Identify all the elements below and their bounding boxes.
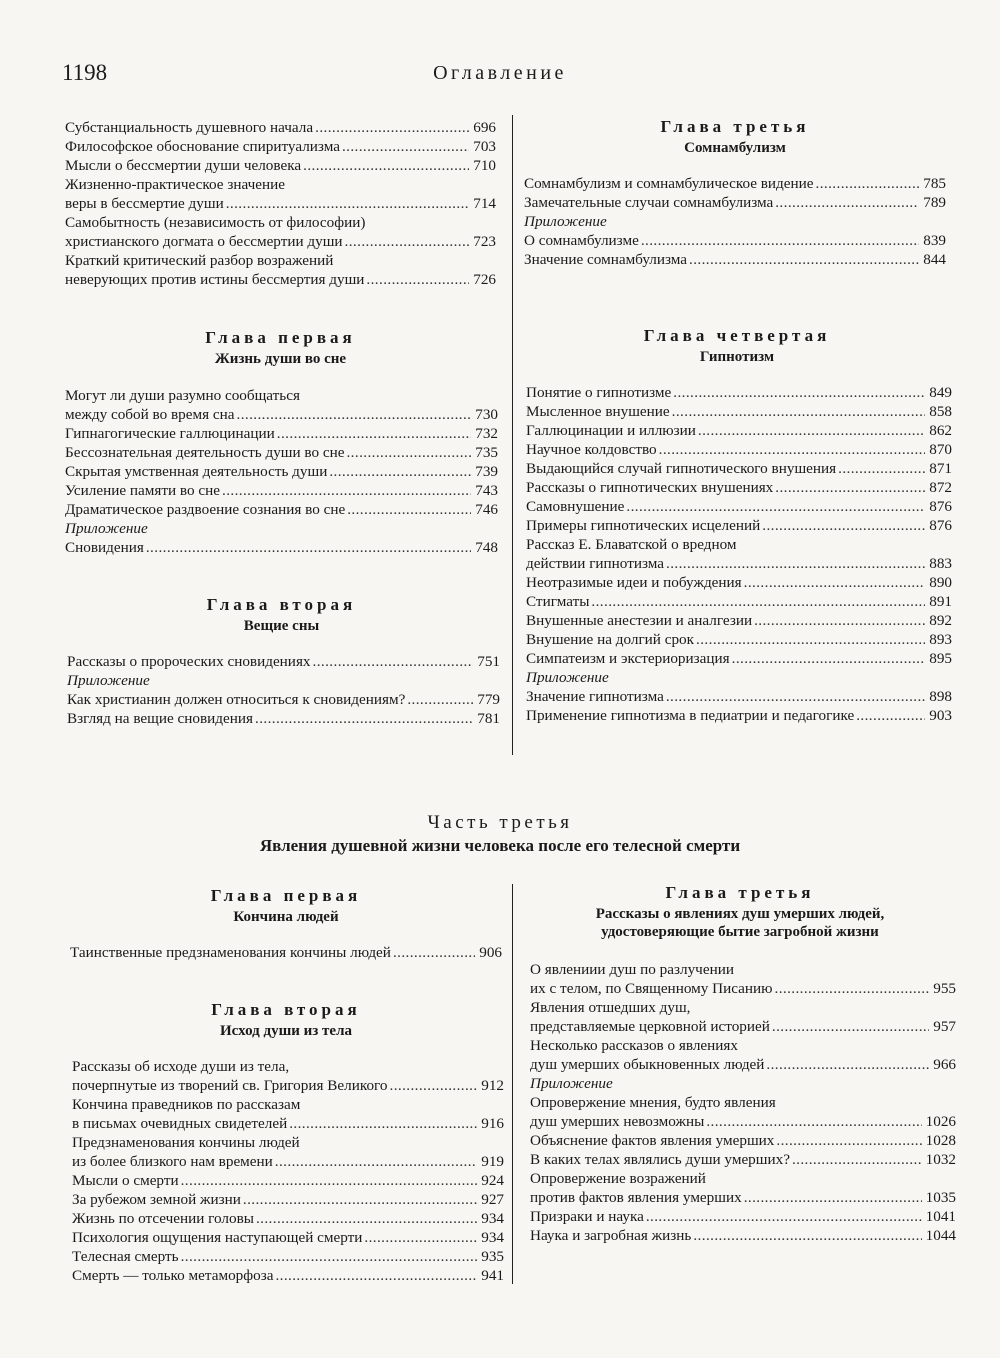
leader-dots [689, 250, 919, 269]
toc-entry-first-line: Рассказы об исходе души из тела, [72, 1058, 290, 1075]
chapter-entries [524, 174, 946, 269]
toc-entry-page: 862 [929, 422, 952, 439]
chapter-title: Гипнотизм [699, 349, 775, 365]
leader-dots [222, 481, 471, 500]
toc-entry-page: 858 [929, 403, 952, 420]
toc-entry[interactable] [524, 174, 946, 193]
toc-entry[interactable] [72, 1152, 504, 1171]
leader-dots [775, 979, 930, 998]
toc-entry[interactable] [72, 1171, 504, 1190]
toc-entry-title: их с телом, по Священному Писанию [530, 980, 773, 997]
leader-dots [226, 194, 470, 213]
toc-entry-page: 906 [479, 944, 502, 961]
toc-entry-title: христианского догмата о бессмертии души [65, 233, 343, 250]
leader-dots [666, 554, 925, 573]
toc-entry-page: 895 [929, 650, 952, 667]
toc-entry[interactable] [67, 652, 500, 671]
leader-dots [407, 690, 473, 709]
toc-entry[interactable] [72, 1247, 504, 1266]
toc-entry[interactable] [72, 1114, 504, 1133]
toc-entry-page: 870 [929, 441, 952, 458]
toc-entry-page: 743 [475, 482, 498, 499]
part-number: Часть третья [427, 812, 573, 833]
toc-entry-title: почерпнутые из творений св. Григория Великого [72, 1077, 388, 1094]
toc-entry[interactable] [526, 706, 952, 725]
toc-entry[interactable] [65, 500, 498, 519]
toc-entry-title: Таинственные предзнаменования кончины людей [70, 944, 391, 961]
appendix-label: Приложение [67, 672, 150, 689]
toc-entry-title: Смерть — только метаморфоза [72, 1267, 274, 1284]
toc-entry-page: 751 [477, 653, 500, 670]
toc-entry-title: Драматическое раздвоение сознания во сне [65, 501, 346, 518]
toc-entry-title: действии гипнотизма [526, 555, 664, 572]
toc-entry-title: Призраки и наука [530, 1208, 644, 1225]
toc-entry-first-line: О явлениии душ по разлучении [530, 961, 734, 978]
toc-entry-first-line: Явления отшедших душ, [530, 999, 691, 1016]
toc-entry-first-line: Несколько рассказов о явлениях [530, 1037, 739, 1054]
toc-entry[interactable] [65, 232, 496, 251]
leader-dots [243, 1190, 477, 1209]
leader-dots [698, 421, 925, 440]
toc-entry-page: 876 [929, 517, 952, 534]
leader-dots [277, 424, 471, 443]
toc-entry-page: 957 [933, 1018, 956, 1035]
toc-entry-page: 1044 [925, 1227, 956, 1244]
appendix-label: Приложение [524, 213, 607, 230]
leader-dots [772, 1017, 929, 1036]
leader-dots [275, 1266, 477, 1285]
toc-entry-page: 1026 [925, 1113, 956, 1130]
leader-dots [347, 500, 471, 519]
leader-dots [181, 1171, 478, 1190]
toc-entry-page: 966 [933, 1056, 956, 1073]
leader-dots [693, 1226, 921, 1245]
toc-entry[interactable] [526, 440, 952, 459]
chapter-title: Сомнамбулизм [684, 140, 786, 156]
page-number: 1198 [62, 60, 108, 85]
leader-dots [792, 1150, 922, 1169]
toc-entry[interactable] [526, 687, 952, 706]
toc-entry-title: Значение гипнотизма [526, 688, 664, 705]
toc-entry-page: 1032 [925, 1151, 956, 1168]
toc-entry-page: 935 [481, 1248, 504, 1265]
leader-dots [275, 1152, 477, 1171]
leader-dots [342, 137, 469, 156]
toc-entry[interactable] [65, 156, 496, 175]
leader-dots [776, 1131, 921, 1150]
leader-dots [345, 232, 470, 251]
toc-entry-title: Выдающийся случай гипнотического внушения [526, 460, 837, 477]
chapter-heading [528, 883, 952, 941]
toc-entry-page: 898 [929, 688, 952, 705]
toc-entry-first-line: Рассказ Е. Блаватской о вредном [526, 536, 737, 553]
toc-entry-page: 924 [481, 1172, 504, 1189]
leader-dots [313, 652, 474, 671]
column-rule-bottom [512, 884, 513, 1284]
toc-entry-first-line: Могут ли души разумно сообщаться [65, 387, 300, 404]
toc-entry[interactable] [526, 402, 952, 421]
toc-entry-page: 730 [475, 406, 498, 423]
leader-dots [775, 478, 925, 497]
leader-dots [329, 462, 471, 481]
leader-dots [744, 573, 926, 592]
toc-entry-title: Применение гипнотизма в педиатрии и педагогике [526, 707, 855, 724]
toc-entry-title: Субстанциальность душевного начала [65, 119, 314, 136]
toc-entry-title: Философское обоснование спиритуализма [65, 138, 340, 155]
leader-dots [775, 193, 919, 212]
leader-dots [289, 1114, 477, 1133]
toc-entry-first-line: Жизненно-практическое значение [65, 176, 285, 193]
chapter-entries [72, 1057, 504, 1285]
toc-entry-page: 903 [929, 707, 952, 724]
leader-dots [672, 402, 926, 421]
toc-entry-page: 735 [475, 444, 498, 461]
appendix-label: Приложение [65, 520, 148, 537]
toc-entry-title: Внушенные анестезии и аналгезии [526, 612, 753, 629]
toc-entry-page: 732 [475, 425, 498, 442]
toc-entry-first-line: Опровержение мнения, будто явления [530, 1094, 776, 1111]
toc-entry-title: между собой во время сна [65, 406, 235, 423]
leader-dots [366, 270, 469, 289]
toc-entry-title: против фактов явления умерших [530, 1189, 742, 1206]
toc-entry-page: 891 [929, 593, 952, 610]
toc-entry[interactable] [526, 421, 952, 440]
part-heading [0, 812, 1000, 856]
toc-entry[interactable] [524, 193, 946, 212]
chapter-title-line-2: удостоверяющие бытие загробной жизни [601, 924, 879, 940]
chapter-title-line-1: Рассказы о явлениях душ умерших людей, [595, 906, 885, 922]
toc-entry-title: Сомнамбулизм и сомнамбулическое видение [524, 175, 814, 192]
chapter-number: Глава четвертая [643, 326, 831, 345]
toc-entry[interactable] [65, 118, 496, 137]
chapter-heading [524, 117, 946, 157]
toc-entry-title: Жизнь по отсечении головы [72, 1210, 254, 1227]
toc-entry[interactable] [530, 1226, 956, 1245]
toc-entry[interactable] [72, 1209, 504, 1228]
leader-dots [666, 687, 925, 706]
leader-dots [816, 174, 920, 193]
toc-entry-page: 739 [475, 463, 498, 480]
toc-entry-page: 789 [923, 194, 946, 211]
chapter-number: Глава первая [205, 328, 356, 347]
toc-entry[interactable] [524, 250, 946, 269]
leader-dots [393, 943, 475, 962]
toc-entry-title: Самовнушение [526, 498, 625, 515]
toc-entry-title: Наука и загробная жизнь [530, 1227, 692, 1244]
toc-entry-page: 726 [473, 271, 496, 288]
toc-entry[interactable] [65, 194, 496, 213]
toc-entry[interactable] [67, 690, 500, 709]
toc-entry[interactable] [70, 943, 502, 962]
toc-entry[interactable] [530, 1188, 956, 1207]
chapter-number: Глава вторая [211, 1000, 361, 1019]
leader-dots [766, 1055, 929, 1074]
toc-entry-page: 883 [929, 555, 952, 572]
toc-entry-title: Рассказы о гипнотических внушениях [526, 479, 774, 496]
toc-entry-title: Гипнагогические галлюцинации [65, 425, 275, 442]
toc-entry-page: 934 [481, 1210, 504, 1227]
toc-entry-first-line: Предзнаменования кончины людей [72, 1134, 300, 1151]
toc-entry-title: Как христианин должен относиться к сновидениям? [67, 691, 406, 708]
part-title: Явления душевной жизни человека после его телесной смерти [259, 836, 741, 855]
toc-entry[interactable] [65, 137, 496, 156]
toc-entry-page: 955 [933, 980, 956, 997]
toc-entry-page: 941 [481, 1267, 504, 1284]
toc-entry-page: 872 [929, 479, 952, 496]
toc-entry[interactable] [72, 1076, 504, 1095]
toc-entry-title: представляемые церковной историей [530, 1018, 770, 1035]
toc-entry[interactable] [65, 270, 496, 289]
toc-entry-page: 781 [477, 710, 500, 727]
toc-entry-page: 785 [923, 175, 946, 192]
chapter-number: Глава вторая [206, 595, 357, 614]
toc-entry-title: Сновидения [65, 539, 144, 556]
toc-entry-page: 1041 [925, 1208, 956, 1225]
toc-entry-title: Научное колдовство [526, 441, 657, 458]
toc-entry[interactable] [526, 497, 952, 516]
toc-entry[interactable] [65, 424, 498, 443]
leader-dots [364, 1228, 477, 1247]
toc-entry-title: Мысли о смерти [72, 1172, 179, 1189]
toc-entry[interactable] [526, 383, 952, 402]
toc-entry[interactable] [65, 443, 498, 462]
leader-dots [255, 709, 473, 728]
toc-entry[interactable] [72, 1190, 504, 1209]
column-rule-top [512, 115, 513, 755]
toc-entry[interactable] [526, 459, 952, 478]
toc-entry[interactable] [65, 481, 498, 500]
toc-entry-page: 927 [481, 1191, 504, 1208]
toc-entry[interactable] [526, 630, 952, 649]
appendix-label: Приложение [526, 669, 609, 686]
toc-entry[interactable] [65, 538, 498, 557]
leader-dots [626, 497, 925, 516]
chapter-entries [530, 960, 956, 1245]
toc-entry-page: 871 [929, 460, 952, 477]
chapter-number: Глава третья [665, 883, 815, 902]
chapter-title: Исход души из тела [220, 1023, 352, 1039]
toc-entry[interactable] [526, 516, 952, 535]
toc-entry-title: Мысленное внушение [526, 403, 670, 420]
leader-dots [641, 231, 919, 250]
leader-dots [673, 383, 925, 402]
toc-entry[interactable] [530, 1207, 956, 1226]
toc-entry-title: из более близкого нам времени [72, 1153, 273, 1170]
toc-entry[interactable] [530, 1112, 956, 1131]
toc-entry-title: Стигматы [526, 593, 590, 610]
toc-entry-page: 934 [481, 1229, 504, 1246]
toc-entry-page: 890 [929, 574, 952, 591]
toc-entry-page: 723 [473, 233, 496, 250]
leader-dots [838, 459, 925, 478]
toc-entry[interactable] [526, 478, 952, 497]
leader-dots [744, 1188, 922, 1207]
toc-entry[interactable] [530, 1055, 956, 1074]
leader-dots [346, 443, 471, 462]
toc-entry-title: веры в бессмертие души [65, 195, 224, 212]
appendix-label: Приложение [530, 1075, 613, 1092]
toc-entry[interactable] [65, 462, 498, 481]
toc-entry[interactable] [530, 1150, 956, 1169]
toc-entry-page: 849 [929, 384, 952, 401]
toc-entry-page: 893 [929, 631, 952, 648]
toc-entry[interactable] [72, 1266, 504, 1285]
leader-dots [181, 1247, 478, 1266]
toc-entry-page: 696 [473, 119, 496, 136]
leader-dots [659, 440, 926, 459]
chapter-number: Глава третья [660, 117, 810, 136]
toc-entry-page: 839 [923, 232, 946, 249]
toc-entry-page: 876 [929, 498, 952, 515]
toc-entry-first-line: Опровержение возражений [530, 1170, 706, 1187]
toc-entry-title: Неотразимые идеи и побуждения [526, 574, 742, 591]
leader-dots [754, 611, 925, 630]
toc-entry-page: 912 [481, 1077, 504, 1094]
toc-entry-page: 746 [475, 501, 498, 518]
toc-entry-first-line: Краткий критический разбор возражений [65, 252, 334, 269]
leader-dots [706, 1112, 921, 1131]
leader-dots [303, 156, 469, 175]
toc-entry[interactable] [526, 592, 952, 611]
toc-entry-title: О сомнамбулизме [524, 232, 639, 249]
toc-entry-title: В каких телах являлись души умерших? [530, 1151, 790, 1168]
toc-entry-title: Значение сомнамбулизма [524, 251, 687, 268]
toc-entry-title: Взгляд на вещие сновидения [67, 710, 253, 727]
chapter-entries [67, 652, 500, 728]
leader-dots [256, 1209, 477, 1228]
chapter-heading [65, 595, 498, 635]
toc-entry[interactable] [65, 405, 498, 424]
leader-dots [146, 538, 471, 557]
leader-dots [732, 649, 926, 668]
toc-entry-title: Галлюцинации и иллюзии [526, 422, 696, 439]
leader-dots [762, 516, 925, 535]
toc-entry[interactable] [526, 554, 952, 573]
toc-entry-page: 919 [481, 1153, 504, 1170]
toc-entry-title: душ умерших обыкновенных людей [530, 1056, 765, 1073]
toc-entry-title: Понятие о гипнотизме [526, 384, 672, 401]
toc-entry-page: 1028 [925, 1132, 956, 1149]
toc-entry-title: душ умерших невозможны [530, 1113, 705, 1130]
toc-entry-title: Замечательные случаи сомнамбулизма [524, 194, 774, 211]
toc-entry-title: Мысли о бессмертии души человека [65, 157, 302, 174]
toc-entry-title: Симпатеизм и экстериоризация [526, 650, 730, 667]
toc-intro-list [65, 118, 496, 289]
toc-entry-title: Примеры гипнотических исцелений [526, 517, 761, 534]
toc-entry-title: Рассказы о пророческих сновидениях [67, 653, 311, 670]
toc-entry[interactable] [530, 979, 956, 998]
leader-dots [390, 1076, 478, 1095]
toc-entry[interactable] [530, 1017, 956, 1036]
chapter-title: Вещие сны [243, 618, 320, 634]
toc-entry[interactable] [72, 1228, 504, 1247]
toc-entry-page: 748 [475, 539, 498, 556]
toc-entry-page: 710 [473, 157, 496, 174]
toc-entry-page: 779 [477, 691, 500, 708]
chapter-heading [65, 328, 496, 368]
toc-entry-title: Бессознательная деятельность души во сне [65, 444, 345, 461]
toc-entry-page: 892 [929, 612, 952, 629]
leader-dots [696, 630, 925, 649]
running-title: Оглавление [433, 62, 567, 84]
toc-entry-page: 714 [473, 195, 496, 212]
toc-entry[interactable] [526, 573, 952, 592]
toc-entry[interactable] [530, 1131, 956, 1150]
leader-dots [646, 1207, 922, 1226]
toc-entry-title: Внушение на долгий срок [526, 631, 695, 648]
toc-entry-title: неверующих против истины бессмертия души [65, 271, 365, 288]
toc-entry-title: Скрытая умственная деятельность души [65, 463, 328, 480]
toc-entry[interactable] [67, 709, 500, 728]
toc-entry[interactable] [526, 649, 952, 668]
toc-entry-title: Телесная смерть [72, 1248, 179, 1265]
chapter-entries [65, 386, 498, 557]
toc-entry-first-line: Самобытность (независимость от философии) [65, 214, 366, 231]
chapter-heading [70, 1000, 502, 1040]
toc-entry-title: в письмах очевидных свидетелей [72, 1115, 288, 1132]
toc-entry-page: 1035 [925, 1189, 956, 1206]
toc-entry-title: Психология ощущения наступающей смерти [72, 1229, 363, 1246]
chapter-number: Глава первая [210, 886, 362, 905]
toc-entry-title: Усиление памяти во сне [65, 482, 221, 499]
toc-entry[interactable] [524, 231, 946, 250]
leader-dots [315, 118, 469, 137]
toc-entry-first-line: Кончина праведников по рассказам [72, 1096, 301, 1113]
toc-entry-page: 916 [481, 1115, 504, 1132]
leader-dots [237, 405, 472, 424]
toc-entry-title: Объяснение фактов явления умерших [530, 1132, 775, 1149]
leader-dots [856, 706, 925, 725]
chapter-entries [526, 383, 952, 725]
toc-entry-page: 844 [923, 251, 946, 268]
leader-dots [591, 592, 925, 611]
chapter-heading [70, 886, 502, 926]
chapter-heading [526, 326, 948, 366]
chapter-title: Жизнь души во сне [214, 351, 347, 367]
toc-entry-page: 703 [473, 138, 496, 155]
toc-entry-title: За рубежом земной жизни [72, 1191, 241, 1208]
toc-entry[interactable] [526, 611, 952, 630]
chapter-entries [70, 943, 502, 962]
chapter-title: Кончина людей [233, 909, 339, 925]
